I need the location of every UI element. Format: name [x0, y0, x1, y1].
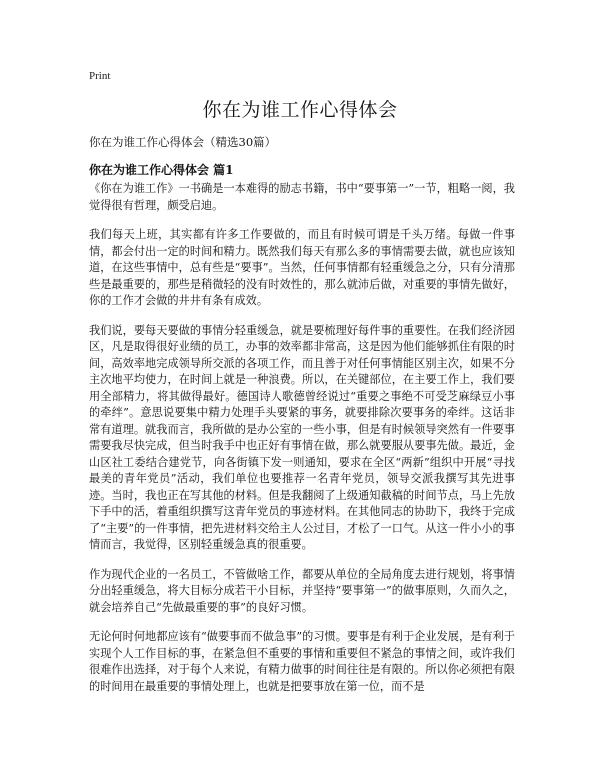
- paragraph: 作为现代企业的一名员工，不管做啥工作，都要从单位的全局角度去进行规划，将事情分出轻重缓急，将大目标分成若干小目标，并坚持“要事第一”的做事原则，久而久之，就会培养自己“先做最重要的事”的良好习惯。: [89, 567, 515, 614]
- document-body: [89, 181, 515, 708]
- paragraph: 无论何时何地都应该有“做要事而不做急事”的习惯。要事是有利于企业发展，是有利于实现个人工作目标的事，在紧急但不重要的事情和重要但不紧急的事情之间，或许我们很难作出选择，对于每个人来说，有精力做事的时间往往是有限的。所以你必须把有限的时间用在最重要的事情处理上，也就是把要事放在第一位，而不是: [89, 630, 515, 693]
- paragraph: 我们每天上班，其实都有许多工作要做的，而且有时候可谓是千头万绪。每做一件事情，都会付出一定的时间和精力。既然我们每天有那么多的事情需要去做，就也应该知道，在这些事情中，总有些是“要事”。当然，任何事情都有轻重缓急之分，只有分清那些是最重要的，那些是稍微轻的没有时效性的，那么就沛后做，对重要的事情先做好，你的工作才会做的井井有条有成效。: [89, 228, 515, 307]
- paragraph: 我们说，要每天要做的事情分轻重缓急，就是要梳理好每件事的重要性。在我们经济园区，凡是取得很好业绩的员工，办事的效率都非常高，这是因为他们能够抓住有限的时间，高效率地完成领导所交派的各项工作，而且善于对任何事情能区别主次，如果不分主次地平均使力，在时间上就是一种浪费。所以，在关键部位，在主要工作上，我们要用全部精力，将其做得最好。德国诗人歌德曾经说过“重要之事绝不可受芝麻绿豆小事的牵绊”。意思说要集中精力处理手头要紧的事务，就要排除次要事务的牵绊。这话非常有道理。就我而言，我所做的是办公室的一些小事，但是有时候领导突然有一件要事需要我尽快完成，但当时我手中也正好有事情在做，那么就要服从要事先做。最近，金山区社工委结合建党节，向各街镇下发一则通知，要求在全区“两新”组织中开展“寻找最美的青年党员”活动，我们单位也要推荐一名青年党员，领导交派我撰写其先进事迹。当时，我也正在写其他的材料。但是我翻阅了上级通知截稿的时间节点，马上先放下手中的活，着重组织撰写这青年党员的事迹材料。在其他同志的协助下，我终于完成了“主要”的一件事情，把先进材料交给主人公过目，才松了一口气。从这一件小小的事情而言，我觉得，区别轻重缓急真的很重要。: [89, 323, 515, 551]
- section-heading: 你在为谁工作心得体会 篇1: [89, 163, 234, 177]
- document-subtitle: 你在为谁工作心得体会（精选30篇）: [89, 135, 277, 149]
- document-title: 你在为谁工作心得体会: [202, 99, 398, 121]
- paragraph: 《你在为谁工作》一书确是一本难得的励志书籍，书中“要事第一”一节，粗略一阅，我觉得很有哲理，颇受启迪。: [89, 182, 515, 212]
- print-label: Print: [89, 70, 111, 82]
